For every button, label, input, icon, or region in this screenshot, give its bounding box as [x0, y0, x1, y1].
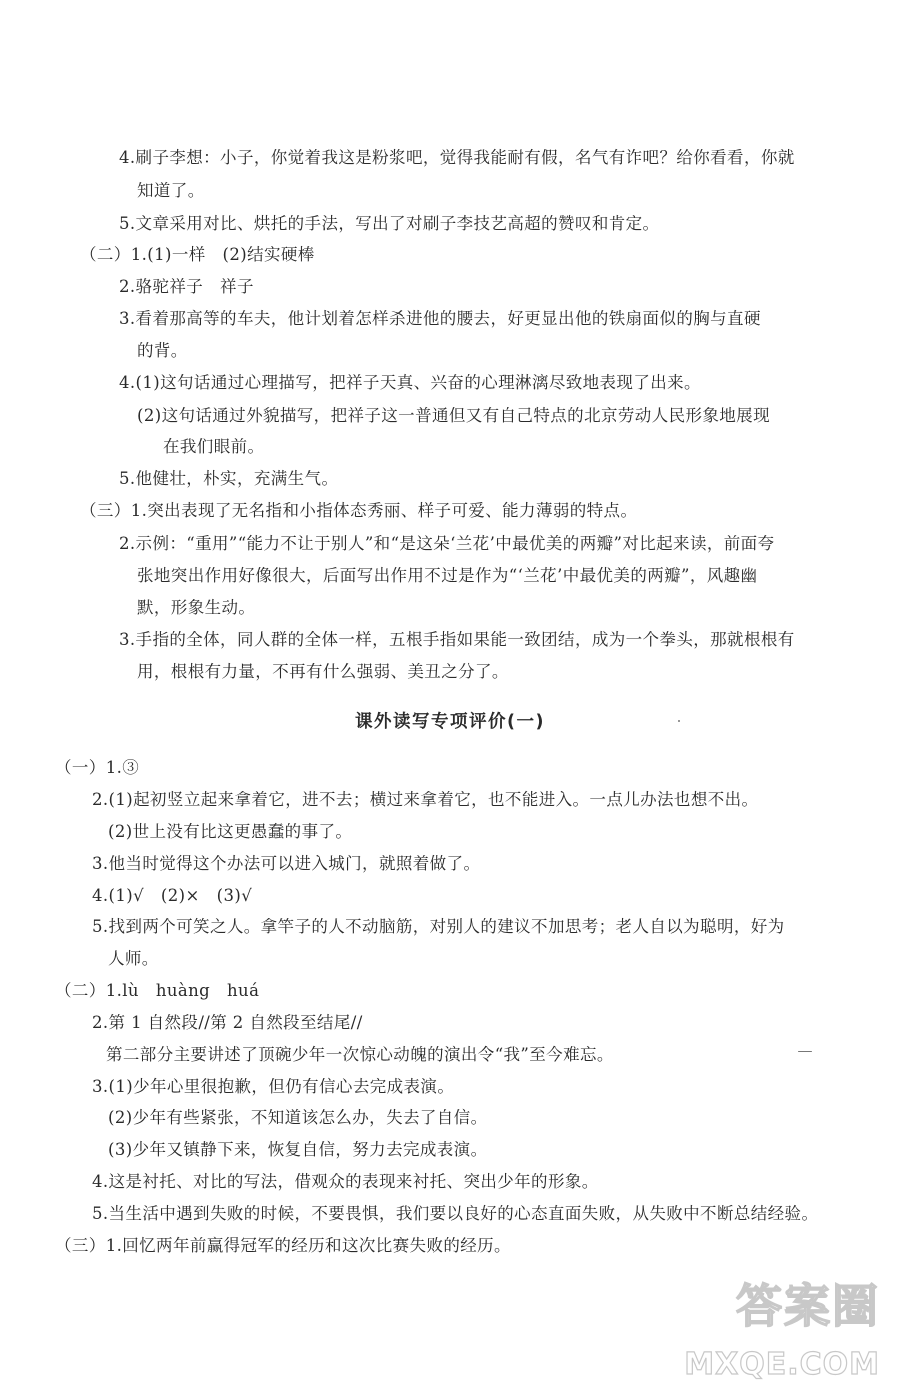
answer-line: 5.当生活中遇到失败的时候，不要畏惧，我们要以良好的心态直面失败，从失败中不断总结经验。: [92, 1204, 819, 1223]
answer-line: （二）1.(1)一样 (2)结实硬棒: [80, 245, 315, 264]
answer-line: 4.这是衬托、对比的写法，借观众的表现来衬托、突出少年的形象。: [92, 1172, 599, 1191]
scan-speck: [798, 1051, 812, 1052]
answer-line: 5.他健壮，朴实，充满生气。: [119, 469, 339, 488]
answer-line: 2.第 1 自然段//第 2 自然段至结尾//: [92, 1013, 363, 1032]
answer-line: 3.手指的全体，同人群的全体一样，五根手指如果能一致团结，成为一个拳头，那就根根有: [119, 630, 795, 649]
answer-line: (2)这句话通过外貌描写，把祥子这一普通但又有自己特点的北京劳动人民形象地展现: [137, 406, 770, 425]
answer-line: 2.示例：“重用”“能力不让于别人”和“是这朵‘兰花’中最优美的两瓣”对比起来读，前面夸: [119, 534, 775, 553]
watermark-url: MXQE.COM: [684, 1347, 880, 1382]
answer-line: 的背。: [137, 341, 188, 360]
watermark-logo: 答案圈: [736, 1279, 880, 1333]
answer-line: 3.他当时觉得这个办法可以进入城门，就照着做了。: [92, 854, 481, 873]
answer-line: 4.(1)√ (2)× (3)√: [92, 886, 253, 905]
section-heading: 课外读写专项评价(一): [355, 712, 545, 732]
answer-line: 在我们眼前。: [163, 437, 265, 456]
answer-line: （三）1.突出表现了无名指和小指体态秀丽、样子可爱、能力薄弱的特点。: [80, 501, 638, 520]
answer-line: 人师。: [108, 949, 159, 968]
scan-speck: [678, 720, 680, 722]
answer-line: 4.刷子李想：小子，你觉着我这是粉浆吧，觉得我能耐有假，名气有诈吧？给你看看，你就: [119, 148, 795, 167]
answer-line: 用，根根有力量，不再有什么强弱、美丑之分了。: [137, 662, 509, 681]
answer-line: 3.(1)少年心里很抱歉，但仍有信心去完成表演。: [92, 1077, 455, 1096]
answer-line: 4.(1)这句话通过心理描写，把祥子天真、兴奋的心理淋漓尽致地表现了出来。: [119, 373, 701, 392]
answer-line: （二）1.lù huàng huá: [55, 981, 260, 1000]
answer-line: (2)少年有些紧张，不知道该怎么办，失去了自信。: [108, 1108, 488, 1127]
answer-line: （一）1.③: [55, 758, 140, 777]
answer-line: 5.文章采用对比、烘托的手法，写出了对刷子李技艺高超的赞叹和肯定。: [119, 214, 660, 233]
answer-line: (3)少年又镇静下来，恢复自信，努力去完成表演。: [108, 1140, 488, 1159]
answer-line: （三）1.回忆两年前赢得冠军的经历和这次比赛失败的经历。: [55, 1236, 511, 1255]
answer-line: 张地突出作用好像很大，后面写出作用不过是作为“‘兰花’中最优美的两瓣”，风趣幽: [137, 566, 758, 585]
answer-line: (2)世上没有比这更愚蠢的事了。: [108, 822, 353, 841]
answer-line: 知道了。: [137, 181, 205, 200]
watermark: [680, 1270, 880, 1382]
answer-line: 第二部分主要讲述了顶碗少年一次惊心动魄的演出令“我”至今难忘。: [106, 1045, 614, 1064]
answer-line: 3.看着那高等的车夫，他计划着怎样杀进他的腰去，好更显出他的铁扇面似的胸与直硬: [119, 309, 761, 328]
answer-line: 2.骆驼祥子 祥子: [119, 277, 254, 296]
answer-line: 5.找到两个可笑之人。拿竿子的人不动脑筋，对别人的建议不加思考；老人自以为聪明，好为: [92, 917, 785, 936]
answer-line: 默，形象生动。: [137, 598, 256, 617]
answer-line: 2.(1)起初竖立起来拿着它，进不去；横过来拿着它，也不能进入。一点儿办法也想不出。: [92, 790, 759, 809]
